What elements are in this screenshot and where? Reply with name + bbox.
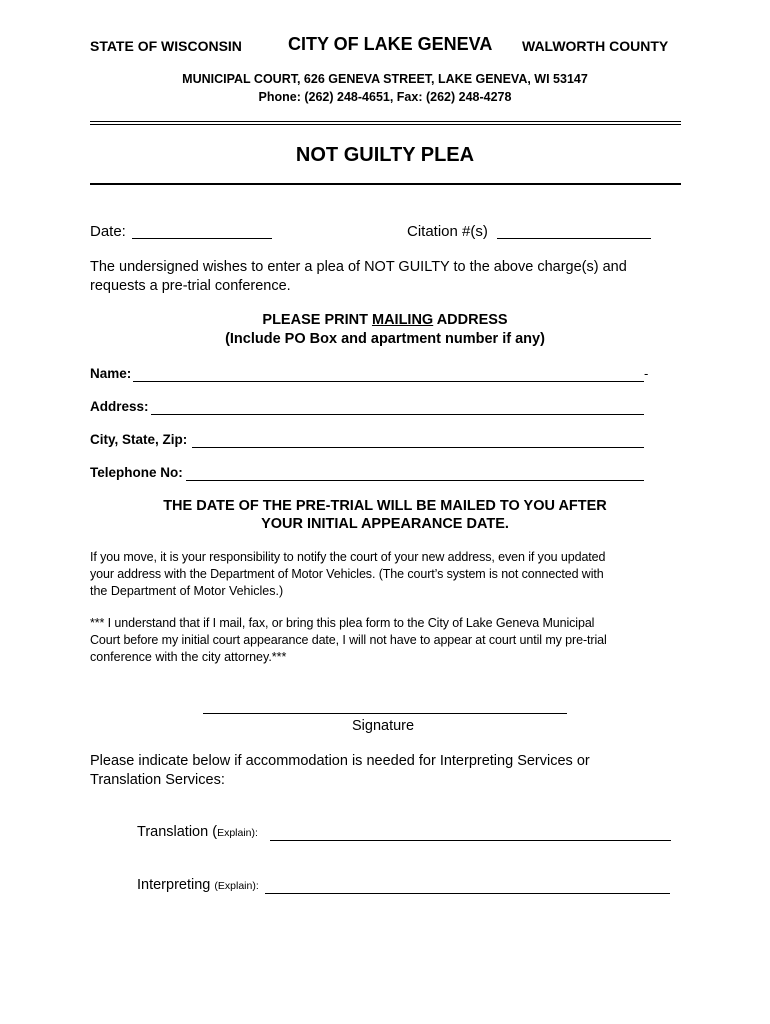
move-notice-line3: the Department of Motor Vehicles.)	[90, 584, 284, 598]
name-field[interactable]	[133, 366, 644, 382]
address-label: Address:	[90, 399, 149, 414]
plea-statement-line2: requests a pre-trial conference.	[90, 278, 291, 294]
title-divider	[90, 183, 681, 185]
accommodation-line2: Translation Services:	[90, 772, 225, 788]
understand-line1: *** I understand that if I mail, fax, or bring this plea form to the City of Lake Geneva Municipal	[90, 616, 595, 630]
translation-explain-text: Explain):	[217, 827, 258, 839]
pretrial-notice-line2: YOUR INITIAL APPEARANCE DATE.	[261, 516, 509, 532]
name-trailing-mark: -	[644, 366, 649, 381]
citation-label: Citation #(s)	[407, 223, 488, 240]
court-address: MUNICIPAL COURT, 626 GENEVA STREET, LAKE GENEVA, WI 53147	[182, 72, 588, 86]
understand-line3: conference with the city attorney.***	[90, 650, 287, 664]
city-state-zip-field[interactable]	[192, 432, 644, 448]
date-field[interactable]	[132, 222, 272, 239]
translation-label	[137, 824, 258, 840]
address-subheading: (Include PO Box and apartment number if any)	[225, 331, 545, 347]
form-title: NOT GUILTY PLEA	[295, 144, 475, 166]
interpreting-explain-text: (Explain):	[214, 880, 259, 892]
telephone-field[interactable]	[186, 465, 644, 481]
county-label: WALWORTH COUNTY	[522, 38, 669, 54]
plea-statement-line1: The undersigned wishes to enter a plea of NOT GUILTY to the above charge(s) and	[90, 259, 627, 275]
state-label: STATE OF WISCONSIN	[90, 38, 242, 54]
move-notice-line2: your address with the Department of Motor Vehicles. (The court’s system is not connected with	[90, 567, 604, 581]
header-divider	[90, 121, 681, 125]
signature-label: Signature	[352, 718, 415, 734]
address-field[interactable]	[151, 399, 644, 415]
interpreting-label	[137, 877, 259, 893]
name-label: Name:	[90, 366, 132, 381]
pretrial-notice-line1: THE DATE OF THE PRE-TRIAL WILL BE MAILED TO YOU AFTER	[163, 498, 607, 514]
interpreting-field[interactable]	[265, 878, 670, 894]
interpreting-label-text: Interpreting	[137, 877, 215, 893]
address-heading	[0, 312, 770, 328]
accommodation-line1: Please indicate below if accommodation is needed for Interpreting Services or	[90, 753, 590, 769]
translation-field[interactable]	[270, 825, 671, 841]
date-label: Date:	[90, 223, 126, 240]
address-heading-underlined: MAILING	[371, 312, 434, 328]
address-heading-part1: PLEASE PRINT	[262, 312, 372, 328]
city-label: CITY OF LAKE GENEVA	[288, 34, 493, 54]
signature-field[interactable]	[203, 697, 567, 714]
move-notice-line1: If you move, it is your responsibility to notify the court of your new address, even if you updated	[90, 550, 606, 564]
telephone-label: Telephone No:	[90, 465, 183, 480]
citation-field[interactable]	[497, 222, 651, 239]
city-state-zip-label: City, State, Zip:	[90, 432, 188, 447]
court-phone-fax: Phone: (262) 248-4651, Fax: (262) 248-4278	[258, 90, 512, 104]
understand-line2: Court before my initial court appearance date, I will not have to appear at court until my pre-trial	[90, 633, 607, 647]
address-heading-part2: ADDRESS	[433, 312, 508, 328]
translation-label-text: Translation (	[137, 824, 218, 840]
